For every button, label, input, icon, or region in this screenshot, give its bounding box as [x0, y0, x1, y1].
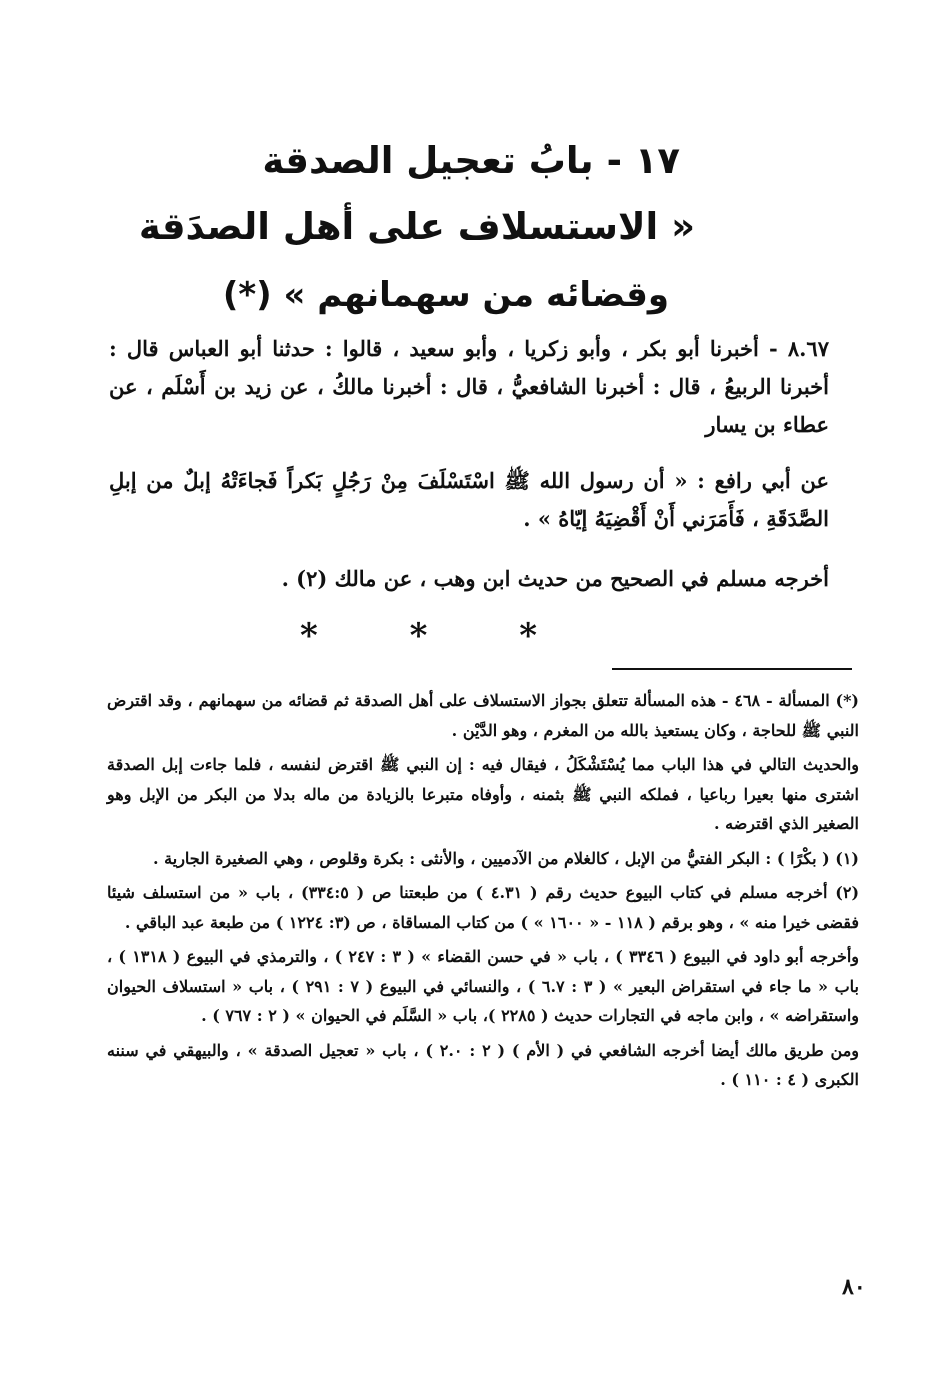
- chapter-title-line-1: ١٧ - بابُ تعجيل الصدقة: [262, 139, 680, 182]
- hadith-matn: عن أبي رافع : « أن رسول الله ﷺ اسْتَسْلَفَ مِنْ رَجُلٍ بَكراً فَجاءَتْهُ إبلٌ من إبلِ الصَّدَقَةِ ، فَأَمَرَني أَنْ أَقْضِيَهُ إيّاهُ » .: [109, 468, 829, 531]
- page-number: ٨٠: [842, 1274, 866, 1300]
- footnote-item: والحديث التالي في هذا الباب مما يُسْتَشْكَلُ ، فيقال فيه : إن النبي ﷺ اقترض لنفسه ، فلما جاءت إبل الصدقة اشترى منها بعيرا رباعيا ، فملكه النبي ﷺ بثمنه ، وأوفاه متبرعا بالزيادة من ماله بدلا من البكر من الإبل وهو الصغير الذي اقترضه .: [107, 755, 859, 833]
- chapter-title-line-3: وقضائه من سهمانهم » (*): [222, 275, 669, 315]
- section-separator: * * *: [299, 616, 577, 656]
- footnote-divider: [612, 668, 852, 670]
- hadith-isnad: ٨.٦٧ - أخبرنا أبو بكر ، وأبو زكريا ، وأبو سعيد ، قالوا : حدثنا أبو العباس قال : أخبرنا الربيعُ ، قال : أخبرنا الشافعيُّ ، قال : أخبرنا مالكُ ، عن زيد بن أَسْلَم ، عن عطاء بن يسار: [109, 336, 829, 437]
- chapter-title-line-2: « الاستسلاف على أهل الصدَقة: [138, 205, 695, 248]
- footnote-item: وأخرجه أبو داود في البيوع ( ٣٣٤٦ ) ، باب « في حسن القضاء » ( ٣ : ٢٤٧ ) ، والترمذي في البيوع ( ١٣١٨ ) ، باب « ما جاء في استقراض البعير » ( ٣ : ٦.٧ ) ، والنسائي في البيوع ( ٧ : ٢٩١ ) ، باب « استسلاف الحيوان واستقراضه » ، وابن ماجه في التجارات حديث ( ٢٢٨٥ )، باب « السَّلَم في الحيوان » ( ٢ : ٧٦٧ ) .: [107, 947, 860, 1025]
- footnote-item: (٢) أخرجه مسلم في كتاب البيوع حديث رقم ( ٤.٣١ ) من طبعتنا ص ( ٣٣٤:٥) ، باب « من استسلف شيئا فقضى خيرا منه » ، وهو برقم ( ١١٨ - « ١٦٠٠ » ) من كتاب المساقاة ، ص (٣: ١٢٢٤ ) من طبعة عبد الباقي .: [107, 883, 860, 932]
- footnote-item: (١) ( بكْرًا ) : البكر الفتيُّ من الإبل ، كالغلام من الآدميين ، والأنثى : بكرة وقلوص ، وهي الصغيرة الجارية .: [153, 848, 859, 868]
- hadith-takhrij: أخرجه مسلم في الصحيح من حديث ابن وهب ، عن مالك (٢) .: [281, 566, 829, 591]
- footnote-item: (*) المسألة - ٤٦٨ - هذه المسألة تتعلق بجواز الاستسلاف على أهل الصدقة ثم قضائه من سهمانهم ، وقد اقترض النبي ﷺ للحاجة ، وكان يستعيذ بالله من المغرم ، وهو الدَّيْن .: [107, 691, 860, 740]
- footnotes: [107, 686, 859, 1100]
- footnote-item: ومن طريق مالك أيضا أخرجه الشافعي في ( الأم ) ( ٢ : ٢.٠ ) ، باب « تعجيل الصدقة » ، والبيهقي في سننه الكبرى ( ٤ : ١١٠ ) .: [107, 1040, 859, 1089]
